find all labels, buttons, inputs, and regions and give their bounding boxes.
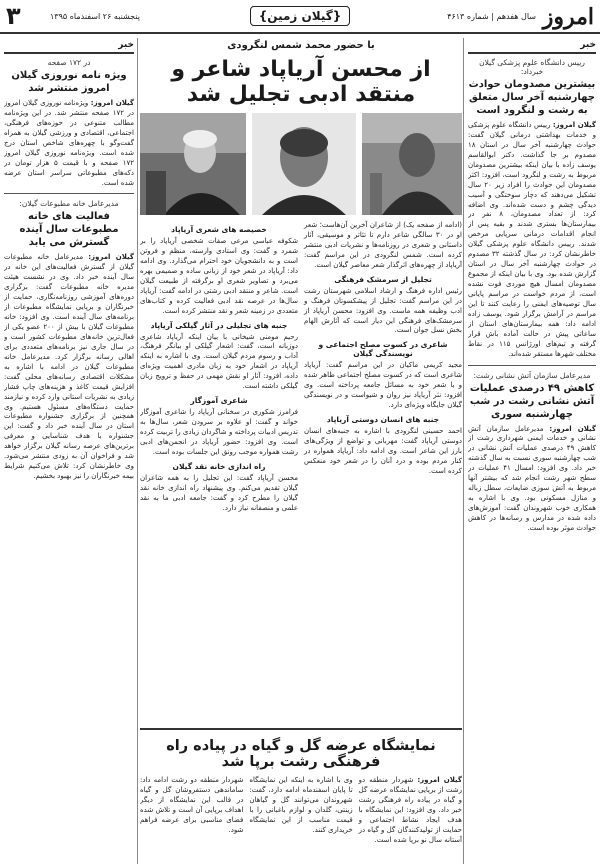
article-headline[interactable]: فعالیت های خانه مطبوعات سال آینده گسترش می یابد: [19, 211, 119, 249]
portrait-photo: [140, 113, 246, 215]
article-fire-department: [468, 371, 596, 534]
article-headline[interactable]: ویژه نامه نوروزی گیلان امروز منتشر شد: [11, 70, 127, 94]
left-column: [4, 38, 134, 864]
subheading: جنبه های تجلیلی در آثار گیلکی آریاپاد: [150, 320, 288, 330]
main-headline[interactable]: از محسن آریاپاد شاعر و منتقد ادبی تجلیل شد: [171, 57, 431, 107]
article-headline[interactable]: بیشترین مصدومان حوادث چهارشنبه آخر سال متعلق به رشت و لنگرود است: [468, 79, 596, 116]
article-lead: گیلان امروز:: [552, 121, 596, 129]
article-body: گیلان امروز: رییس دانشگاه علوم پزشکی و خدمات بهداشتی درمانی گیلان گفت: حوادث چهارشنبه آخر سال در استان ۱۸ مصدوم بر جا گذاشت. دکتر ابوالقاسم یوسف زاده با بیان اینکه بیشترین مصدومان مربوط به رشت و لنگرود است، افزود: اکثر مصدومان این حوادث را افراد زیر ۲۰ سال تشکیل می‌دهند که دچار سوختگی و آسیب دیدگی چشم و دست شده‌اند. وی اضافه کرد: از تعداد مصدومان، ۸ نفر در بیمارستان‌ها بستری شدند و بقیه پس از انجام اقدامات درمانی سرپایی مرخص شدند. رییس دانشگاه علوم پزشکی گیلان خاطرنشان کرد: در سال گذشته ۳۲ مصدوم در حوادث چهارشنبه آخر سال در استان گزارش شده بود. وی با بیان اینکه از مجموع مصدومان امسال هیچ موردی فوت نشده است، از مردم خواست در مراسم پایانی سال توصیه‌های ایمنی را رعایت کنند تا این مراسم در آرامش برگزار شود. یوسف زاده ادامه داد: همه بیمارستان‌های استان از ساعاتی پیش در حالت آماده باش قرار گرفته و تیم‌های اورژانس ۱۱۵ در نقاط مختلف شهرها مستقر شده‌اند.: [468, 121, 596, 358]
bottom-column: [359, 776, 462, 846]
main-kicker: با حضور محمد شمس لنگرودی: [227, 40, 375, 51]
divider: [4, 193, 134, 194]
bottom-headline[interactable]: نمایشگاه عرضه گل و گیاه در پیاده راه فرهنگی رشت برپا شد: [166, 738, 436, 770]
article-press-house: [4, 199, 134, 482]
subheading: خصیصه های شعری آریاپاد: [171, 225, 267, 234]
page-number: ۳: [6, 2, 21, 30]
bottom-column: [140, 776, 243, 846]
article-nowruz-special: [4, 58, 134, 188]
article-body: گیلان امروز: ویژه‌نامه نوروزی گیلان امروز در ۱۷۲ صفحه منتشر شد. در این ویژه‌نامه مطالب متنوعی در حوزه‌های فرهنگی، اجتماعی، اقتصادی و ورزشی گیلان به همراه گفت‌وگو با چهره‌های شاخص استان درج شده است. ویژه‌نامه نوروزی گیلان امروز ۱۷۲ صفحه و با قیمت ۵ هزار تومان در دکه‌های مطبوعاتی سراسر استان عرضه شده است.: [4, 99, 134, 187]
bottom-story: [140, 728, 462, 864]
column-divider: [137, 38, 138, 864]
article-lead: گیلان امروز:: [417, 776, 462, 784]
subheading: راه اندازی خانه نقد گیلان: [172, 461, 266, 471]
right-column: [468, 38, 596, 864]
paragraph: شکوفه عباسی مرعی صفات شخصی آریاپاد را بر شمرد و گفت: وی استادی وارسته، منظم و فروتن است و به دانشجویان خود احترام می‌گذارد. وی ادامه داد: آریاپاد در شعر خود از زبانی ساده و صمیمی بهره می‌برد و تصاویر شعری او برگرفته از طبیعت گیلان است. شاعر و منتقد ادبی رشتی در ادامه گفت: آریاپاد سال‌ها در عرصه نقد ادبی فعالیت کرده و کتاب‌های متعددی در زمینه شعر و نقد منتشر کرده است.: [140, 237, 298, 315]
main-story-column: [140, 221, 298, 514]
subheading: جنبه های انسان دوستی آریاپاد: [326, 415, 440, 425]
section-title: {گیلان زمین}: [250, 6, 350, 26]
portrait-photo: [362, 113, 462, 215]
article-kicker: در ۱۷۲ صفحه: [47, 58, 91, 67]
article-lead: گیلان امروز:: [88, 253, 134, 262]
subheading: تجلیل از سرمشک فرهنگی: [334, 274, 432, 284]
issue-info: سال هفدهم | شماره ۴۶۱۳: [447, 12, 536, 21]
paragraph: احمد حسینی لنگرودی با اشاره به جنبه‌های انسان دوستی آریاپاد گفت: مهربانی و تواضع از ویژگی‌های بارز این شاعر است. وی ادامه داد: آریاپاد همواره در کنار مردم بوده و درد آنان را در شعر خود منعکس کرده است.: [304, 427, 462, 475]
article-headline[interactable]: کاهش ۴۹ درصدی عملیات آتش نشانی رشت در شب چهارشنبه سوری: [469, 382, 595, 420]
paragraph: وی با اشاره به اینکه این نمایشگاه تا پایان اسفندماه ادامه دارد، گفت: شهروندان می‌توانند گل و گیاهان زینتی، گلدان و لوازم باغبانی را با قیمت مناسب از این نمایشگاه خریداری کنند.: [249, 776, 353, 834]
paragraph: رئیس اداره فرهنگ و ارشاد اسلامی شهرستان رشت در این مراسم گفت: تجلیل از پیشکسوتان فرهنگ و ادب وظیفه همه ماست. وی افزود: محسن آریاپاد از سرمشک‌های فرهنگی این دیار است که آثارش الهام بخش نسل جوان است.: [304, 286, 462, 335]
news-label: خبر: [4, 38, 134, 54]
photo-strip: [140, 113, 462, 215]
newspaper-logo: امروز: [542, 4, 594, 30]
paragraph: مجید کریمی ماکیان در این مراسم گفت: آریاپاد شاعری است که در کسوت مصلح اجتماعی ظاهر شده و با شعر خود به مسائل جامعه پرداخته است. وی افزود: نثر آریاپاد نیز روان و شیواست و در نویسندگی گیلان جایگاه ویژه‌ای دارد.: [304, 361, 462, 410]
paragraph: گیلان امروز: شهردار منطقه دو رشت از برپایی نمایشگاه عرضه گل و گیاه در پیاده راه فرهنگی رشت خبر داد. وی افزود: این نمایشگاه با هدف ایجاد نشاط اجتماعی و حمایت از تولیدکنندگان گل و گیاه در آستانه سال نو برپا شده است.: [358, 776, 462, 844]
article-body: گیلان امروز: مدیرعامل سازمان آتش نشانی و خدمات ایمنی شهرداری رشت از کاهش ۴۹ درصدی عملیات آتش نشانی در شب چهارشنبه سوری نسبت به سال گذشته خبر داد. وی افزود: امسال ۴۱ عملیات در سطح شهر رشت انجام شد که بیشتر آنها مربوط به آتش سوزی ضایعات، سطل زباله و منازل مسکونی بود. وی با اشاره به همکاری خوب شهروندان گفت: آموزش‌های داده شده در مدارس و رسانه‌ها در کاهش حوادث موثر بوده است.: [468, 424, 596, 532]
article-kicker: مدیرعامل سازمان آتش نشانی رشت:: [473, 370, 591, 380]
bottom-column: [249, 776, 352, 846]
paragraph: (ادامه از صفحه یک) از شاعران آخرین آن‌هاست؛ شعر او در ۳۰ سالگی شاعر دارم تا تئاتر و موسیقی، آثار داستانی و شعری در روزنامه‌ها و نشریات ادبی منتشر کرده است. شمس لنگرودی در این مراسم گفت: آریاپاد از چهره‌های اثرگذار شعر معاصر گیلان است.: [304, 221, 462, 269]
article-body: گیلان امروز: مدیرعامل خانه مطبوعات گیلان از گسترش فعالیت‌های این خانه در سال آینده خبر داد. وی در نشست هیئت مدیره خانه مطبوعات گفت: برگزاری دوره‌های آموزشی روزنامه‌نگاری، حمایت از خبرنگاران و برپایی نمایشگاه مطبوعات از برنامه‌های سال آینده است. وی افزود: خانه مطبوعات گیلان با بیش از ۲۰۰ عضو یکی از فعال‌ترین خانه‌های مطبوعات کشور است و در سال جاری نیز برنامه‌های متعددی برای اهالی رسانه برگزار کرد. مدیرعامل خانه مطبوعات گیلان در ادامه با اشاره به مشکلات اقتصادی رسانه‌های محلی گفت: افزایش قیمت کاغذ و هزینه‌های چاپ فشار زیادی به نشریات استانی وارد کرده و نیازمند حمایت دستگاه‌های مسئول هستیم. وی همچنین از برگزاری جشنواره مطبوعات استان در سال آینده خبر داد و گفت: این جشنواره با هدف شناسایی و معرفی برترین‌های عرصه رسانه گیلان برگزار خواهد شد و فراخوان آن به زودی منتشر می‌شود. وی خاطرنشان کرد: تلاش می‌کنیم شرایط بیمه خبرنگاران را نیز بهبود بخشیم.: [4, 253, 134, 481]
subheading: شاعری آموزگار: [190, 396, 248, 406]
paragraph: رحیم مومنی شیخانی با بیان اینکه آریاپاد شاعری دوزبانه است، گفت: اشعار گیلکی او بیانگر فرهنگ، آداب و رسوم مردم گیلان است. وی با اشاره به اینکه آریاپاد در اشعار خود به زبان مادری اهمیت ویژه‌ای داده، افزود: آثار او نقش مهمی در حفظ و ترویج زبان گیلکی داشته است.: [140, 332, 298, 391]
paragraph: محسن آریاپاد گفت: این تجلیل را به همه شاعران گیلان تقدیم می‌کنم. وی پیشنهاد راه اندازی خانه نقد گیلان را مطرح کرد و گفت: جامعه ادبی ما به نقد علمی و منصفانه نیاز دارد.: [140, 473, 298, 512]
subheading: شاعری در کسوت مصلح اجتماعی و نویسندگی گیلان: [318, 340, 448, 359]
masthead: [0, 0, 600, 34]
portrait-photo: [252, 113, 356, 215]
column-divider: [463, 38, 464, 864]
news-label: خبر: [468, 38, 596, 54]
main-story: [140, 38, 462, 728]
paragraph: شهردار منطقه دو رشت ادامه داد: ساماندهی دستفروشان گل و گیاه در قالب این نمایشگاه از دیگر اهداف برپایی آن است و تلاش شده فضای مناسبی برای عرضه فراهم شود.: [140, 776, 244, 834]
main-story-columns: [140, 221, 462, 514]
article-kicker: مدیرعامل خانه مطبوعات گیلان:: [19, 199, 119, 209]
paragraph: فرامرز شکوری در سخنانی آریاپاد را شاعری آموزگار خواند و گفت: او علاوه بر سرودن شعر، سال‌ها به تدریس ادبیات پرداخته و شاگردان زیادی را تربیت کرده است. وی افزود: حضور آریاپاد در انجمن‌های ادبی رشت همواره موجب رونق این جلسات بوده است.: [140, 408, 298, 456]
article-kicker: رییس دانشگاه علوم پزشکی گیلان خبرداد:: [479, 58, 585, 76]
article-lead: گیلان امروز:: [549, 424, 596, 433]
article-hospital-injuries: [468, 58, 596, 360]
issue-date: پنجشنبه ۲۶ اسفندماه ۱۳۹۵: [50, 12, 140, 21]
main-story-column: [304, 221, 462, 514]
divider: [468, 365, 596, 366]
bottom-columns: [140, 776, 462, 846]
article-lead: گیلان امروز:: [90, 99, 134, 107]
